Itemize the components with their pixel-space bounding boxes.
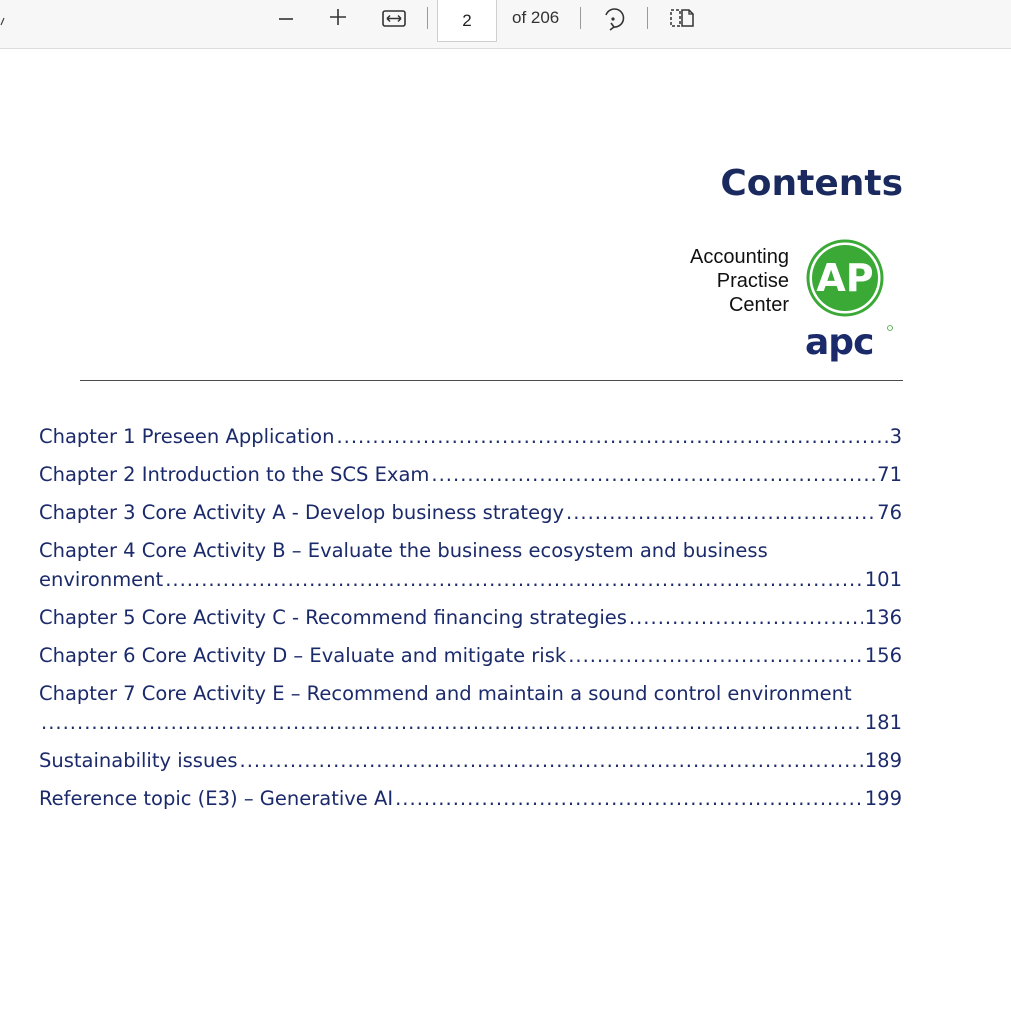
fit-width-icon [381, 7, 407, 29]
toolbar-divider [580, 7, 581, 29]
logo-line-3: Center [728, 294, 789, 316]
toolbar-divider [427, 7, 428, 29]
toc-entry-1[interactable]: Chapter 1 Preseen Application ..... 3 [39, 425, 902, 463]
toc-entry-9[interactable]: Reference topic (E3) – Generative AI ..... 199 [39, 787, 902, 825]
zoom-out-button[interactable] [274, 6, 298, 30]
toc-entry-5[interactable]: Chapter 5 Core Activity C - Recommend financing strategies ..... 136 [39, 606, 902, 644]
page-number-input[interactable]: 2 [437, 0, 497, 42]
title-divider [80, 380, 903, 381]
plus-icon [328, 7, 348, 27]
document-page [0, 50, 1011, 1032]
minus-icon [277, 9, 295, 27]
logo-line-2: Practise [716, 270, 789, 292]
svg-text:apc: apc [805, 322, 874, 363]
page-title: Contents [720, 163, 903, 204]
toc-entry-7[interactable]: Chapter 7 Core Activity E – Recommend and maintain a sound control environment [39, 682, 852, 705]
chevron-left-icon [0, 12, 6, 31]
table-of-contents [39, 425, 902, 825]
toc-entry-4[interactable]: Chapter 4 Core Activity B – Evaluate the business ecosystem and business [39, 539, 768, 562]
toolbar-divider [647, 7, 648, 29]
rotate-icon [601, 5, 627, 31]
pdf-toolbar [0, 0, 1011, 49]
two-page-view-icon [668, 7, 696, 29]
ap-logo-icon [806, 239, 884, 321]
zoom-in-button[interactable] [326, 5, 350, 29]
toc-entry-3[interactable]: Chapter 3 Core Activity A - Develop business strategy ..... 76 [39, 501, 902, 539]
fit-width-button[interactable] [380, 5, 408, 31]
logo-line-1: Accounting [690, 246, 789, 268]
page-total-label: of 206 [512, 8, 560, 27]
toc-entry-8[interactable]: Sustainability issues ..... 189 [39, 749, 902, 787]
toc-entry-4-continued[interactable]: environment ..... 101 [39, 568, 902, 606]
toc-entry-6[interactable]: Chapter 6 Core Activity D – Evaluate and mitigate risk ..... 156 [39, 644, 902, 682]
apc-logo-icon [803, 322, 895, 372]
svg-text:AP: AP [816, 256, 874, 300]
toc-entry-7-continued[interactable]: ..... 181 [39, 711, 902, 749]
logo-text [690, 245, 789, 317]
toc-entry-2[interactable]: Chapter 2 Introduction to the SCS Exam ..... 71 [39, 463, 902, 501]
two-page-view-button[interactable] [667, 5, 697, 31]
rotate-button[interactable] [600, 4, 628, 32]
